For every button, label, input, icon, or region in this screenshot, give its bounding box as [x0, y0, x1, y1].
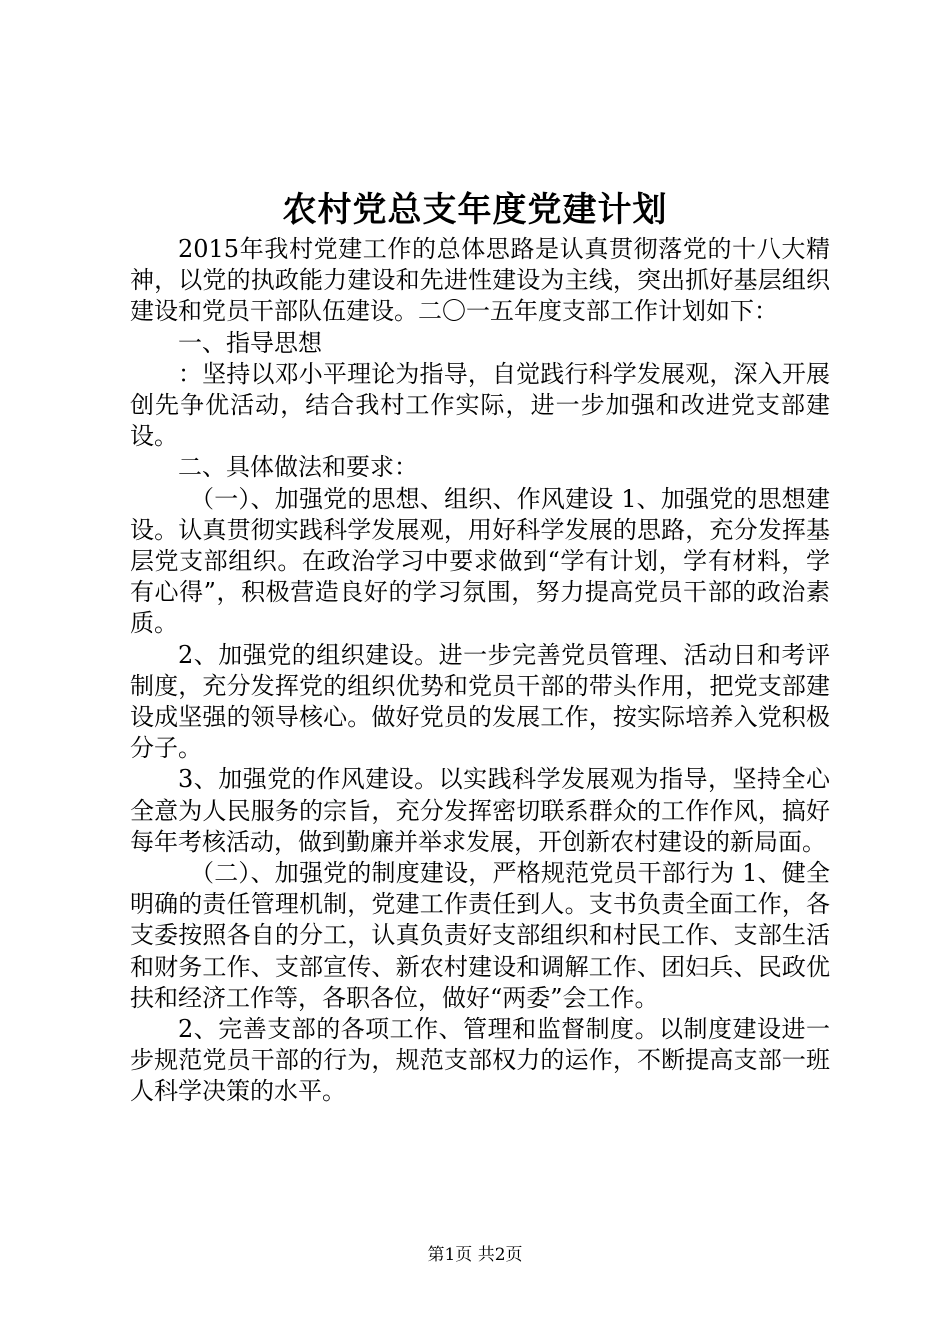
heading-guiding-thought: 一、指导思想 [178, 328, 322, 357]
document-title: 农村党总支年度党建计划 [282, 190, 668, 230]
paragraph-intro: 2015年我村党建工作的总体思路是认真贯彻落党的十八大精神，以党的执政能力建设和先进性建设为主线，突出抓好基层组织建设和党员干部队伍建设。二〇一五年度支部工作计划如下： [130, 235, 830, 326]
heading-specific-measures: 二、具体做法和要求： [178, 453, 418, 482]
document-body [130, 234, 830, 1108]
paragraph-guiding-thought: ：坚持以邓小平理论为指导，自觉践行科学发展观，深入开展创先争优活动，结合我村工作实际，进一步加强和改进党支部建设。 [130, 359, 830, 451]
paragraph-organization: 2、加强党的组织建设。进一步完善党员管理、活动日和考评制度，充分发挥党的组织优势和党员干部的带头作用，把党支部建设成坚强的领导核心。做好党员的发展工作，按实际培养入党积极分子。 [130, 640, 830, 763]
paragraph-work-style: 3、加强党的作风建设。以实践科学发展观为指导，坚持全心全意为人民服务的宗旨，充分发挥密切联系群众的工作作风，搞好每年考核活动，做到勤廉并举求发展，开创新农村建设的新局面。 [130, 765, 830, 856]
paragraph-supervision: 2、完善支部的各项工作、管理和监督制度。以制度建设进一步规范党员干部的行为，规范支部权力的运作，不断提高支部一班人科学决策的水平。 [130, 1015, 830, 1106]
paragraph-section-one: （一）、加强党的思想、组织、作风建设 1、加强党的思想建设。认真贯彻实践科学发展观，用好科学发展的思路，充分发挥基层党支部组织。在政治学习中要求做到“学有计划，学有材料，学有心得”，积极营造良好的学习氛围，努力提高党员干部的政治素质。 [130, 484, 830, 638]
page-number-footer: 第1页 共2页 [427, 1245, 523, 1265]
paragraph-section-two: （二）、加强党的制度建设，严格规范党员干部行为 1、健全明确的责任管理机制，党建工作责任到人。支书负责全面工作，各支委按照各自的分工，认真负责好支部组织和村民工作、支部生活和财务工作、支部宣传、新农村建设和调解工作、团妇兵、民政优扶和经济工作等，各职各位，做好“两委”会工作。 [130, 859, 830, 1012]
